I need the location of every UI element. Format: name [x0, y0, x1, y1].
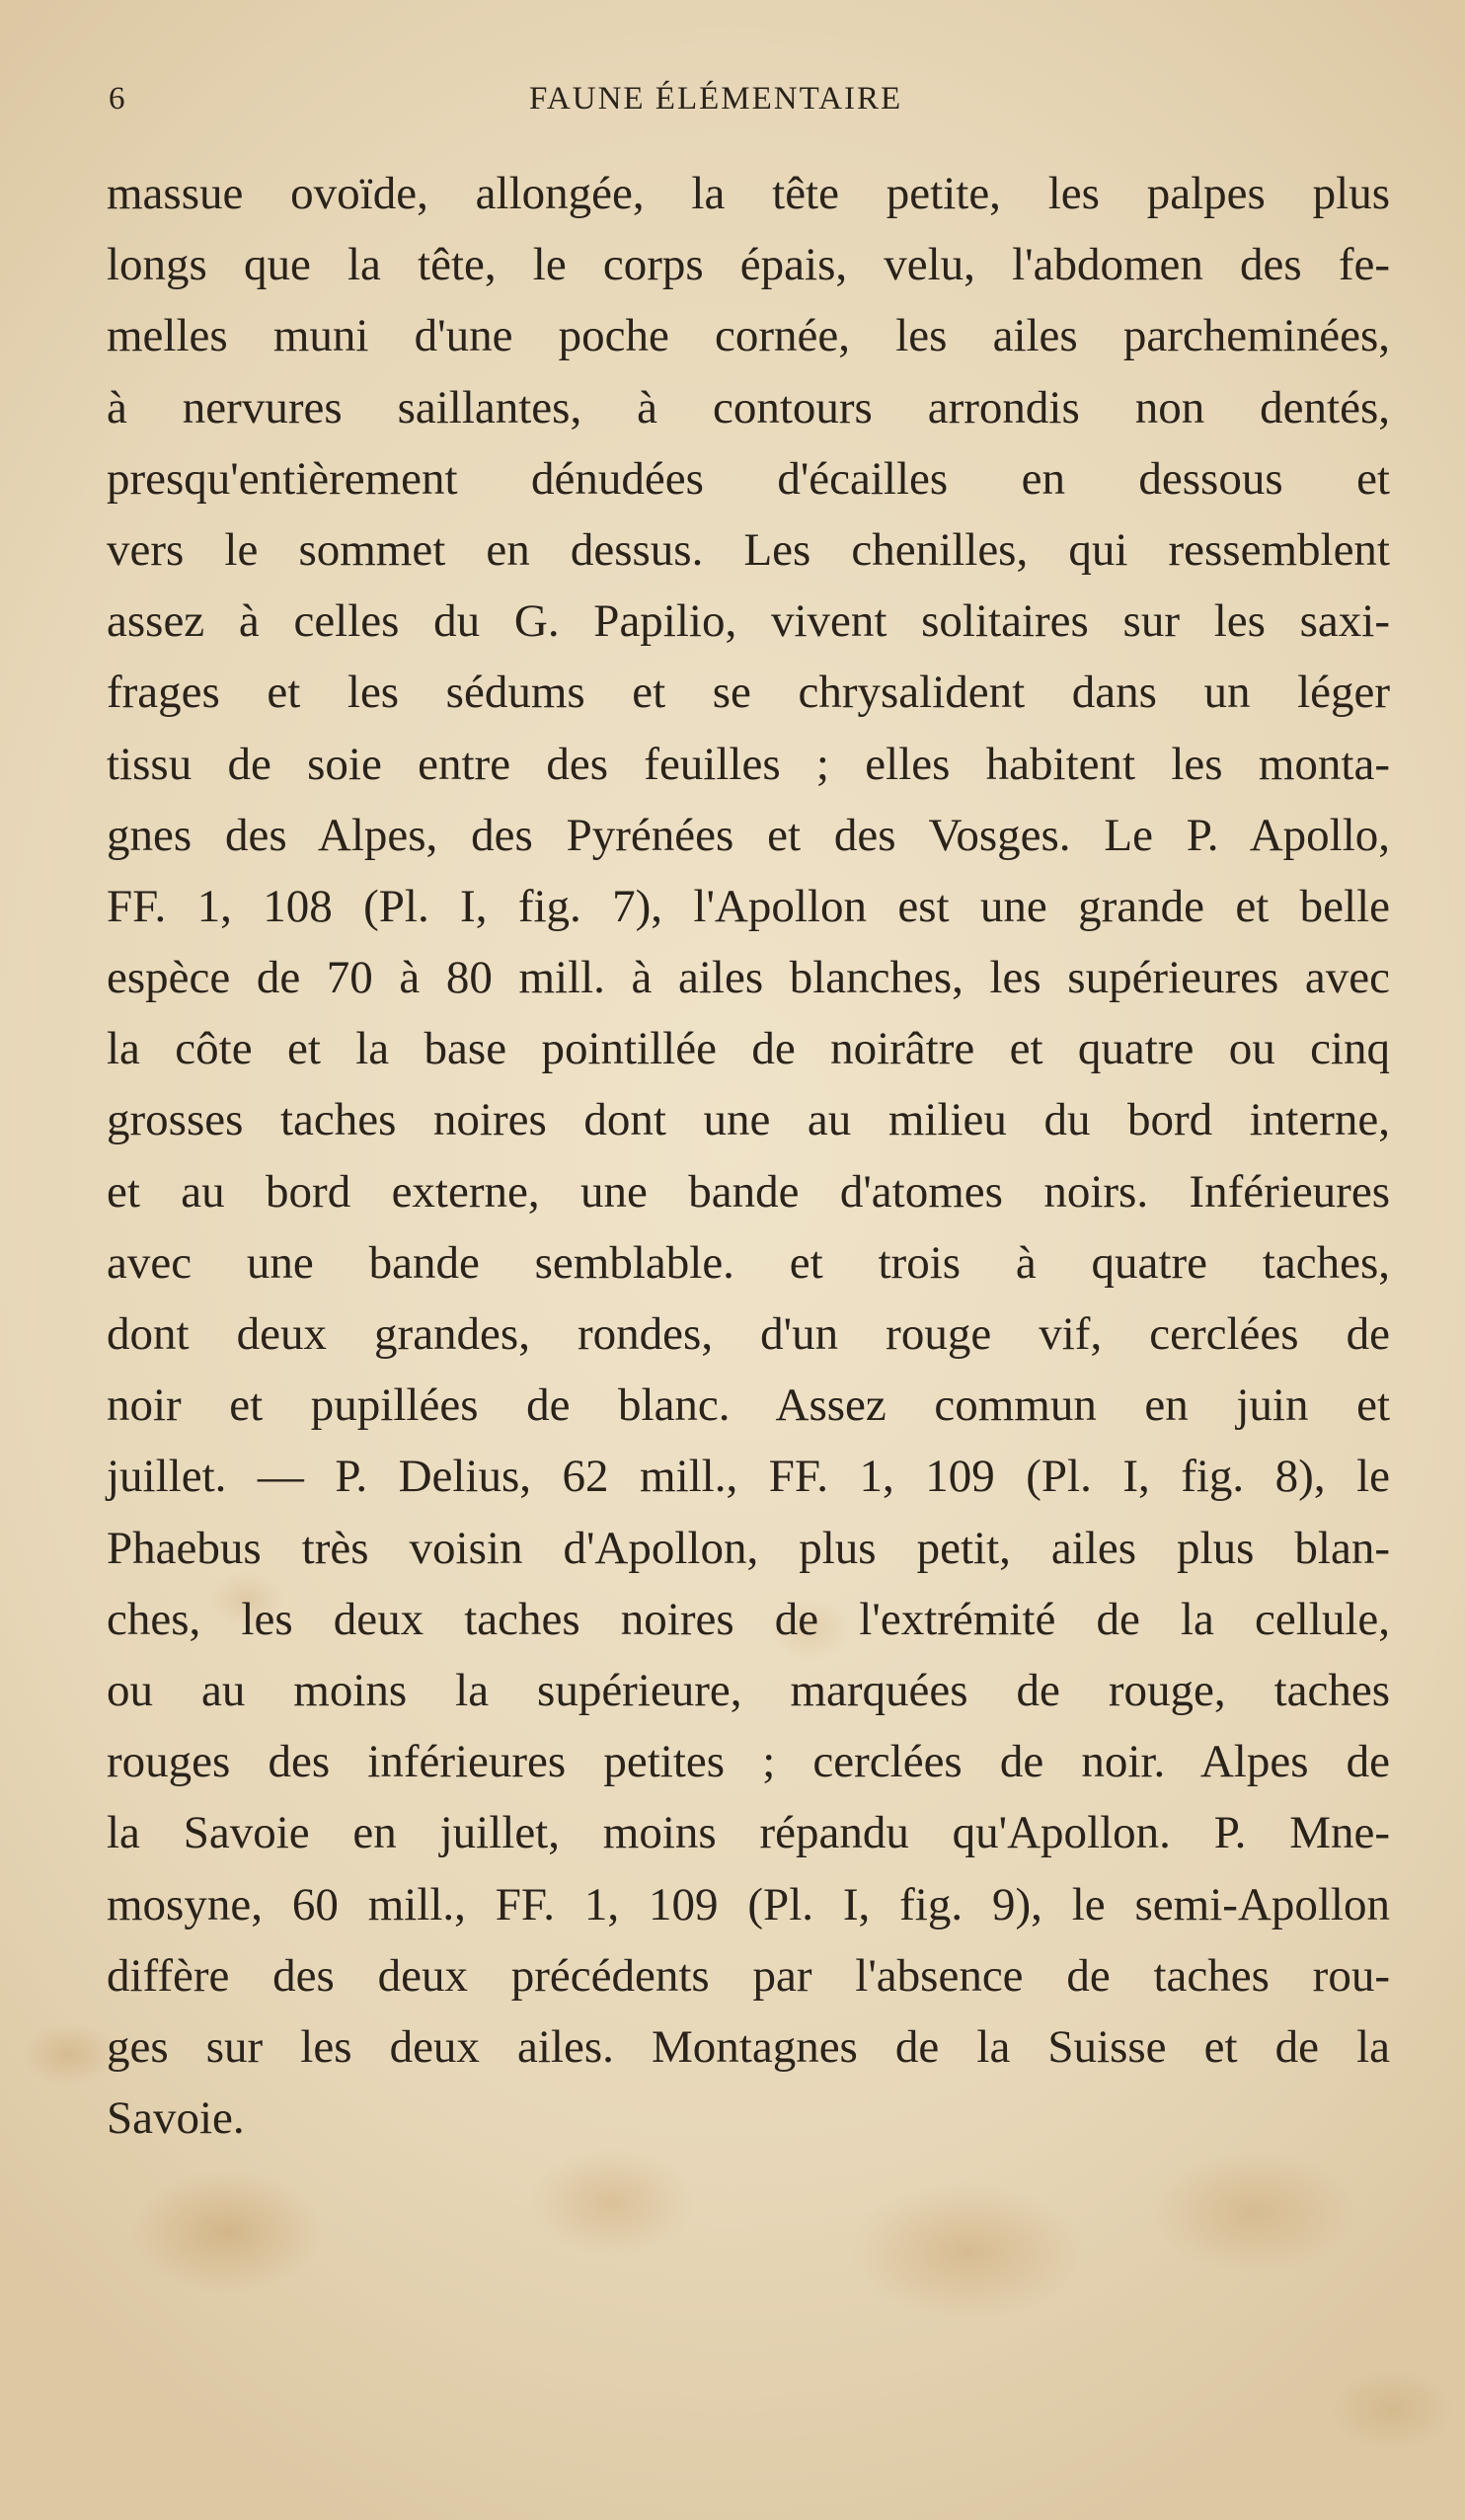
- text-line: rouges des inférieures petites ; cerclées de noir. Alpes de: [107, 1736, 1390, 1788]
- text-line: ges sur les deux ailes. Montagnes de la Suisse et de la: [107, 2020, 1390, 2073]
- body-paragraph: [107, 158, 1390, 2154]
- running-head: [109, 81, 1392, 120]
- text-line: frages et les sédums et se chrysalident dans un léger: [107, 667, 1390, 719]
- text-line: Savoie.: [107, 2092, 245, 2145]
- text-line: noir et pupillées de blanc. Assez commun en juin et: [107, 1379, 1390, 1432]
- text-line: espèce de 70 à 80 mill. à ailes blanches, les supérieures avec: [107, 952, 1390, 1004]
- text-line: grosses taches noires dont une au milieu du bord interne,: [107, 1094, 1390, 1146]
- text-line: dont deux grandes, rondes, d'un rouge vif, cerclées de: [107, 1308, 1390, 1360]
- text-line: melles muni d'une poche cornée, les ailes parcheminées,: [107, 310, 1390, 362]
- text-line: massue ovoïde, allongée, la tête petite, les palpes plus: [107, 168, 1390, 219]
- text-line: ou au moins la supérieure, marquées de rouge, taches: [107, 1664, 1390, 1716]
- text-line: longs que la tête, le corps épais, velu, l'abdomen des fe-: [107, 239, 1390, 291]
- text-line: Phaebus très voisin d'Apollon, plus petit, ailes plus blan-: [107, 1522, 1390, 1574]
- text-line: FF. 1, 108 (Pl. I, fig. 7), l'Apollon est une grande et belle: [107, 880, 1390, 932]
- text-line: juillet. — P. Delius, 62 mill., FF. 1, 109 (Pl. I, fig. 8), le: [107, 1451, 1390, 1503]
- text-line: la Savoie en juillet, moins répandu qu'Apollon. P. Mne-: [107, 1807, 1390, 1859]
- text-line: mosyne, 60 mill., FF. 1, 109 (Pl. I, fig. 9), le semi-Apollon: [107, 1878, 1390, 1930]
- text-line: tissu de soie entre des feuilles ; elles habitent les monta-: [107, 738, 1390, 790]
- text-line: à nervures saillantes, à contours arrondis non dentés,: [107, 381, 1390, 433]
- text-line: et au bord externe, une bande d'atomes noirs. Inférieures: [107, 1165, 1390, 1218]
- text-line: diffère des deux précédents par l'absence de taches rou-: [107, 1949, 1390, 2002]
- text-line: gnes des Alpes, des Pyrénées et des Vosges. Le P. Apollo,: [107, 809, 1390, 861]
- text-line: avec une bande semblable. et trois à quatre taches,: [107, 1236, 1390, 1289]
- text-line: presqu'entièrement dénudées d'écailles en dessous et: [107, 452, 1390, 505]
- text-line: vers le sommet en dessus. Les chenilles, qui ressemblent: [107, 523, 1390, 576]
- text-line: assez à celles du G. Papilio, vivent solitaires sur les saxi-: [107, 595, 1390, 648]
- page-number: 6: [109, 81, 126, 117]
- text-line: la côte et la base pointillée de noirâtre et quatre ou cinq: [107, 1023, 1390, 1075]
- running-title: FAUNE ÉLÉMENTAIRE: [529, 81, 903, 117]
- text-line: ches, les deux taches noires de l'extrémité de la cellule,: [107, 1593, 1390, 1645]
